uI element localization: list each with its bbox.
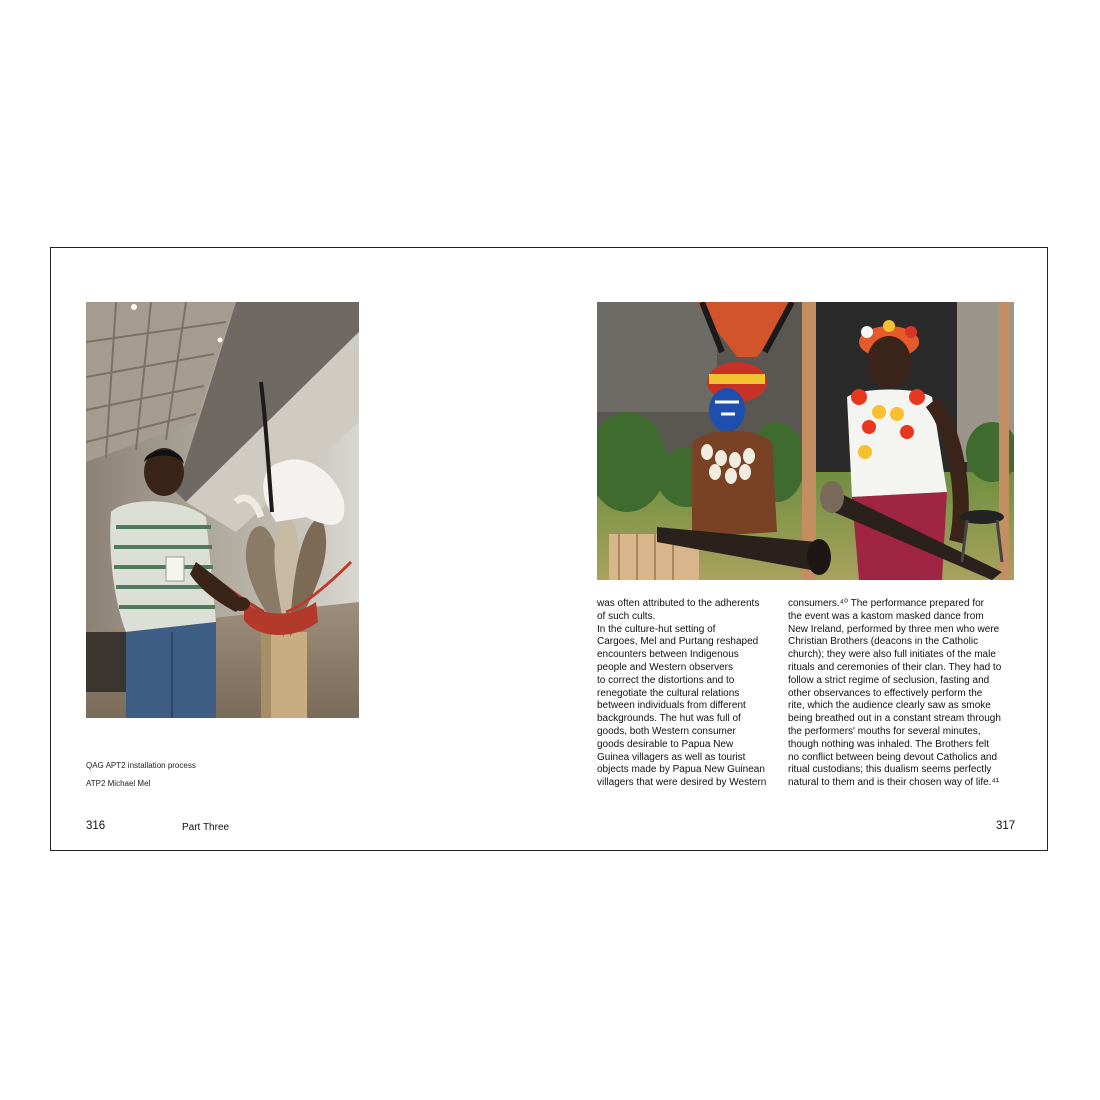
section-title: Part Three <box>182 822 230 833</box>
page-number-right: 317 <box>996 820 1016 832</box>
performance-photo <box>597 302 1014 580</box>
body-text-column-1: was often attributed to the adherents of such cults. In the culture-hut setting of Cargoes, Mel and Purtang reshaped encounters between Indigenous people and Western observers to correct the distortions and to renegotiate the cultural relations between individuals from different backgrounds. The hut was full of goods, both Western consumer goods desirable to Papua New Guinea villagers as well as tourist objects made by Papua New Guinean villagers that were desired by Western <box>597 598 767 789</box>
installation-photo <box>86 302 359 718</box>
photo-caption-title: QAG APT2 installation process <box>86 761 196 770</box>
book-spread <box>50 247 1048 851</box>
photo-caption-credit: ATP2 Michael Mel <box>86 779 151 788</box>
page-number-left: 316 <box>86 820 106 832</box>
body-text-column-2: consumers.⁴⁰ The performance prepared for the event was a kastom masked dance from New Ireland, performed by three men who were Christian Brothers (deacons in the Catholic church); they were also full initiates of the male rituals and ceremonies of their clan. They had to follow a strict regime of seclusion, fasting and other observances to effectively perform the rite, which the audience clearly saw as smoke being breathed out in a constant stream through the performers' mouths for several minutes, though nothing was inhaled. The Brothers felt no conflict between being devout Catholics and ritual custodians; this dualism seems perfectly natural to them and is their chosen way of life.⁴¹ <box>788 598 1002 789</box>
